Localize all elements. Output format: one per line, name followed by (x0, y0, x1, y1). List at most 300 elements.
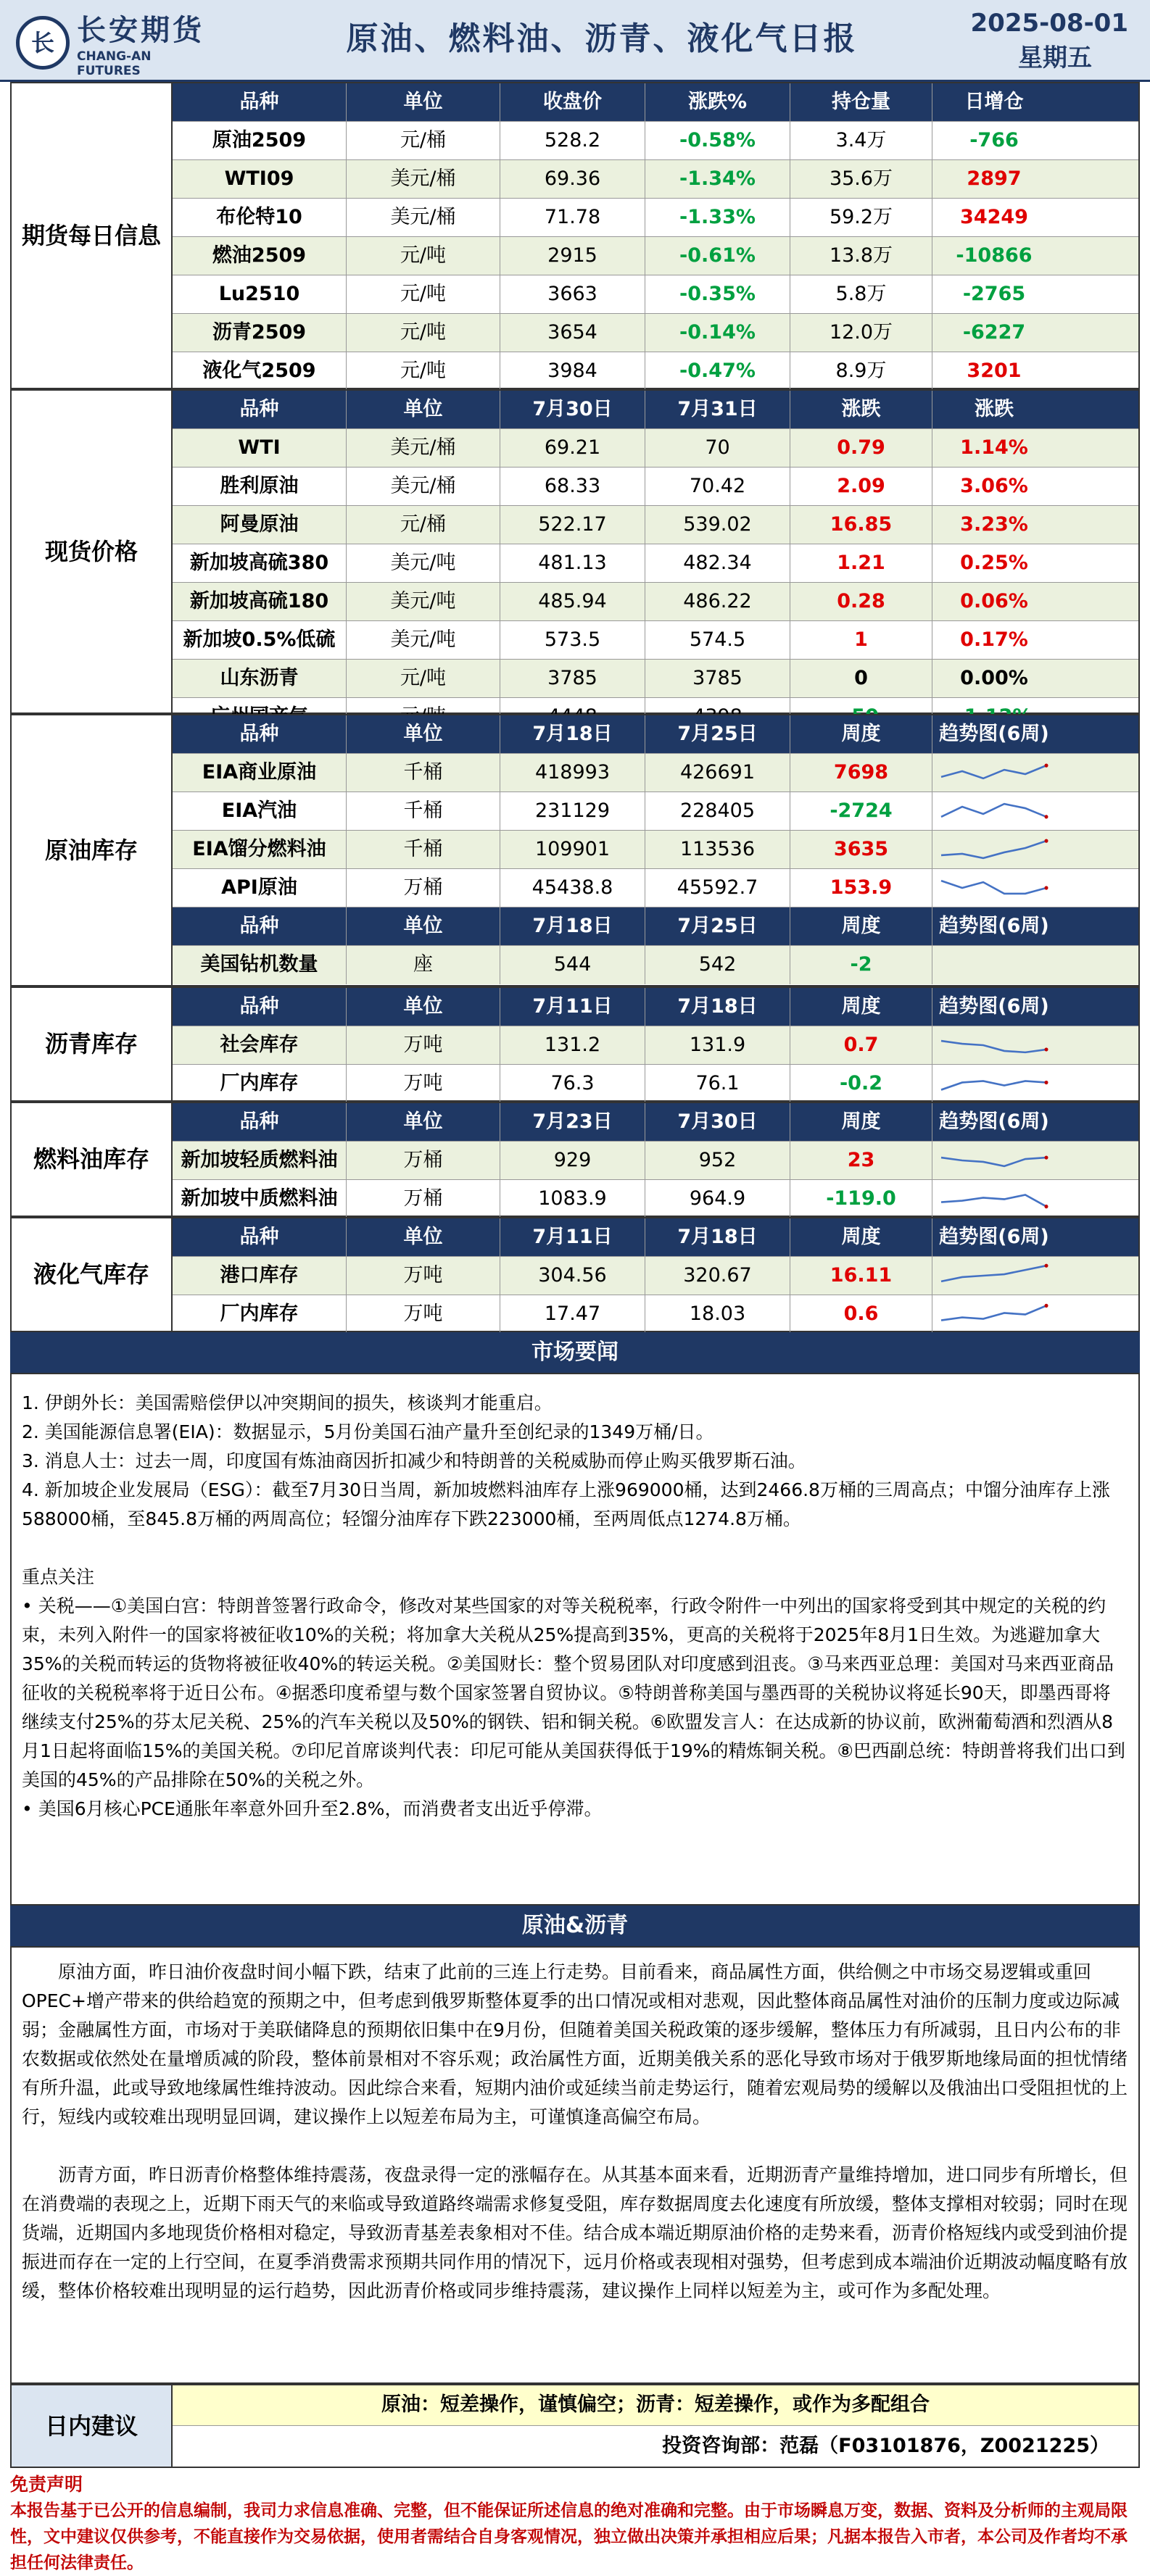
table-row (173, 660, 1138, 698)
price-day1: 68.33 (500, 468, 645, 505)
weekly-change: 153.9 (790, 869, 932, 907)
column-header: 涨跌 (790, 391, 932, 428)
product-name: 新加坡中质燃料油 (173, 1180, 347, 1218)
table-row (173, 754, 1138, 792)
daily-oi-change: 34249 (960, 205, 1028, 228)
product-name: EIA商业原油 (173, 754, 347, 792)
daily-oi-change: -6227 (962, 320, 1026, 344)
inventory-prev: 45438.8 (500, 869, 645, 907)
column-header: 品种 (173, 391, 347, 428)
table-header-row (173, 1218, 1138, 1257)
inventory-prev: 109901 (500, 831, 645, 868)
change-percent: -0.58% (645, 122, 790, 159)
price-day2: 482.34 (645, 544, 790, 582)
inventory-latest: 113536 (645, 831, 790, 868)
price-change: 1.21 (790, 544, 932, 582)
weekly-change: 0.6 (790, 1295, 932, 1334)
inventory-latest: 952 (645, 1142, 790, 1179)
inventory-prev: 544 (500, 946, 645, 984)
price-change: 0.28 (790, 583, 932, 620)
daily-oi-change: -10866 (956, 244, 1033, 267)
price-day2: 486.22 (645, 583, 790, 620)
open-interest: 35.6万 (790, 160, 932, 198)
unit: 美元/吨 (347, 621, 500, 659)
change-percent: -1.34% (645, 160, 790, 198)
column-header: 趋势图(6周) (939, 722, 1049, 745)
column-header: 7月11日 (500, 988, 645, 1026)
product-name: 港口库存 (173, 1257, 347, 1295)
column-header: 单位 (347, 715, 500, 753)
focus-item: • 美国6月核心PCE通胀年率意外回升至2.8%，而消费者支出近乎停滞。 (22, 1798, 603, 1819)
column-header: 单位 (347, 1218, 500, 1256)
crude-inventory-label: 原油库存 (12, 715, 173, 985)
crude-inventory-section (10, 714, 1140, 986)
product-name: API原油 (173, 869, 347, 907)
weekly-change: 3635 (790, 831, 932, 868)
spot-section-label: 现货价格 (12, 391, 173, 712)
price-change: 1 (790, 621, 932, 659)
unit: 元/桶 (347, 122, 500, 159)
product-name: 厂内库存 (173, 1295, 347, 1334)
report-title: 原油、燃料油、沥青、液化气日报 (346, 20, 858, 57)
open-interest: 13.8万 (790, 237, 932, 275)
column-header: 7月18日 (645, 1218, 790, 1256)
trend-sparkline (932, 1257, 1056, 1295)
price-change-percent: 0.00% (960, 666, 1028, 689)
close-price: 71.78 (500, 199, 645, 236)
unit: 万吨 (347, 1295, 500, 1334)
news-item: 1. 伊朗外长：美国需赔偿伊以冲突期间的损失，核谈判才能重启。 (22, 1392, 553, 1413)
table-row (173, 1257, 1138, 1295)
close-price: 69.36 (500, 160, 645, 198)
open-interest: 12.0万 (790, 314, 932, 352)
column-header: 7月30日 (500, 391, 645, 428)
table-row (173, 1026, 1138, 1065)
price-day1: 3785 (500, 660, 645, 697)
column-header: 品种 (173, 715, 347, 753)
unit: 千桶 (347, 831, 500, 868)
table-row (173, 199, 1138, 237)
product-name: 胜利原油 (173, 468, 347, 505)
recommendation-label: 日内建议 (12, 2385, 173, 2467)
table-row (173, 275, 1138, 314)
sparkline-path (941, 1158, 1046, 1166)
price-day2: 574.5 (645, 621, 790, 659)
news-item: 2. 美国能源信息署(EIA)：数据显示，5月份美国石油产量升至创纪录的1349万桶/日。 (22, 1421, 714, 1442)
inventory-prev: 231129 (500, 792, 645, 830)
product-name: WTI (173, 429, 347, 467)
change-percent: -1.33% (645, 199, 790, 236)
report-header (0, 0, 1150, 82)
unit: 元/吨 (347, 237, 500, 275)
column-header: 单位 (347, 1103, 500, 1141)
sparkline-path (941, 881, 1046, 894)
column-header: 单位 (347, 391, 500, 428)
product-name: 新加坡高硫380 (173, 544, 347, 582)
unit: 万桶 (347, 869, 500, 907)
price-change-percent: 0.06% (960, 589, 1028, 612)
close-price: 3663 (500, 275, 645, 313)
weekly-change: -2724 (790, 792, 932, 830)
fuel-oil-inventory-section (10, 1102, 1140, 1217)
price-change: 16.85 (790, 506, 932, 544)
trend-chart-cell (932, 792, 1056, 830)
focus-item: • 关税——①美国白宫：特朗普签署行政命令，修改对某些国家的对等关税税率，行政令附件一中列出的国家将受到其中规定的关税的约束，未列入附件一的国家将被征收10%的关税；将加拿大关税从25%提高到35%，更高的关税将于2025年8月1日生效。为逃避加拿大35%的关税而转运的货物将被征收40%的转运关税。②美国财长：整个贸易团队对印度感到沮丧。③马来西亚总理：美国对马来西亚商品征收的关税税率将于近日公布。④据悉印度希望与数个国家签署自贸协议。⑤特朗普称美国与墨西哥的关税协议将延长90天，即墨西哥将继续支付25%的芬太尼关税、25%的汽车关税以及50%的钢铁、铝和铜关税。⑥欧盟发言人：在达成新的协议前，欧洲葡萄酒和烈酒从8月1日起将面临15%的美国关税。⑦印尼首席谈判代表：印尼可能从美国获得低于19%的精炼铜关税。⑧巴西副总统：特朗普将我们出口到美国的45%的产品排除在50%的关税之外。 (22, 1595, 1125, 1790)
spot-price-table (173, 391, 1138, 712)
column-header: 趋势图(6周) (939, 1110, 1049, 1133)
logo-chinese-name: 长安期货 (77, 14, 204, 47)
column-header: 周度 (790, 715, 932, 753)
column-header: 7月11日 (500, 1218, 645, 1256)
product-name: 新加坡0.5%低硫 (173, 621, 347, 659)
price-change: 0 (790, 660, 932, 697)
column-header: 品种 (173, 83, 347, 121)
open-interest: 59.2万 (790, 199, 932, 236)
column-header: 单位 (347, 907, 500, 945)
unit: 万吨 (347, 1065, 500, 1103)
table-header-row (173, 391, 1138, 429)
market-news-title: 市场要闻 (10, 1332, 1140, 1373)
news-item: 4. 新加坡企业发展局（ESG）：截至7月30日当周，新加坡燃料油库存上涨969000桶，达到2466.8万桶的三周高点；中馏分油库存上涨588000桶，至845.8万桶的两周高位；轻馏分油库存下跌223000桶，至两周低点1274.8万桶。 (22, 1479, 1110, 1529)
table-row (173, 314, 1138, 352)
asphalt-inventory-section (10, 986, 1140, 1102)
sparkline-path (941, 1194, 1046, 1206)
inventory-prev: 929 (500, 1142, 645, 1179)
unit: 座 (347, 946, 500, 984)
table-row (173, 468, 1138, 506)
spacer (22, 1534, 1128, 1563)
fuel-oil-inventory-label: 燃料油库存 (12, 1103, 173, 1216)
sparkline-path (941, 765, 1046, 778)
table-row (173, 352, 1138, 391)
column-header: 单位 (347, 83, 500, 121)
table-header-row (173, 907, 1138, 946)
product-name: 阿曼原油 (173, 506, 347, 544)
trend-chart-cell (932, 1065, 1056, 1103)
table-row (173, 429, 1138, 468)
close-price: 3654 (500, 314, 645, 352)
analysis-paragraph: 沥青方面，昨日沥青价格整体维持震荡，夜盘录得一定的涨幅存在。从其基本面来看，近期沥青产量维持增加，进口同步有所增长，但在消费端的表现之上，近期下雨天气的来临或导致道路终端需求修复受阻，库存数据周度去化速度有所放缓，整体支撑相对较弱；同时在现货端，近期国内多地现货价格相对稳定，导致沥青基差表象相对不佳。结合成本端近期原油价格的走势来看，沥青价格短线内或受到油价提振进而存在一定的上行空间，在夏季消费需求预期共同作用的情况下，远月价格或表现相对强势，但考虑到成本端油价近期波动幅度略有放缓，整体价格较难出现明显的运行趋势，因此沥青价格或同步维持震荡，建议操作上同样以短差为主，或可作为多配处理。 (22, 2164, 1128, 2301)
inventory-prev: 418993 (500, 754, 645, 792)
column-header: 7月31日 (645, 391, 790, 428)
sparkline-last-point (1045, 764, 1048, 768)
column-header: 周度 (790, 988, 932, 1026)
sparkline-last-point (1045, 815, 1048, 818)
product-name: 社会库存 (173, 1026, 347, 1064)
recommendation-text: 原油：短差操作，谨慎偏空；沥青：短差操作，或作为多配组合 (173, 2385, 1138, 2426)
trend-chart-cell (932, 946, 1056, 984)
lpg-inventory-label: 液化气库存 (12, 1218, 173, 1331)
weekly-change: 0.7 (790, 1026, 932, 1064)
inventory-prev: 17.47 (500, 1295, 645, 1334)
table-row (173, 792, 1138, 831)
lpg-inventory-section (10, 1217, 1140, 1332)
inventory-prev: 131.2 (500, 1026, 645, 1064)
sparkline-path (941, 841, 1046, 858)
column-header: 持仓量 (790, 83, 932, 121)
column-header: 趋势图(6周) (939, 1225, 1049, 1248)
table-row (173, 1065, 1138, 1103)
unit: 美元/桶 (347, 160, 500, 198)
unit: 千桶 (347, 792, 500, 830)
sparkline-path (941, 1041, 1046, 1052)
product-name: 厂内库存 (173, 1065, 347, 1103)
sparkline-last-point (1045, 886, 1048, 889)
change-percent: -0.14% (645, 314, 790, 352)
inventory-latest: 18.03 (645, 1295, 790, 1334)
unit: 元/吨 (347, 660, 500, 697)
trend-sparkline (932, 1065, 1056, 1103)
sparkline-last-point (1045, 1205, 1048, 1208)
column-header: 7月25日 (645, 907, 790, 945)
report-date: 2025-08-01 (970, 9, 1128, 38)
sparkline-last-point (1045, 1264, 1048, 1268)
company-logo (16, 13, 206, 79)
analysis-paragraph: 原油方面，昨日油价夜盘时间小幅下跌，结束了此前的三连上行走势。目前看来，商品属性方面，供给侧之中市场交易逻辑或重回OPEC+增产带来的供给趋宽的预期之中，但考虑到俄罗斯整体夏季的出口情况或相对悲观，因此整体商品属性对油价的压制力度或边际减弱；金融属性方面，市场对于美联储降息的预期依旧集中在9月份，但随着美国关税政策的逐步缓解，整体压力有所减弱，且日内公布的非农数据或依然处在量增质减的阶段，整体前景相对不容乐观；政治属性方面，近期美俄关系的恶化导致市场对于俄罗斯地缘局面的担忧情绪有所升温，此或导致地缘属性维持波动。因此综合来看，短期内油价或延续当前走势运行，随着宏观局势的缓解以及俄油出口受阻担忧的上行，短线内或较难出现明显回调，建议操作上以短差布局为主，可谨慎逢高偏空布局。 (22, 1961, 1128, 2127)
inventory-latest: 228405 (645, 792, 790, 830)
unit: 万桶 (347, 1180, 500, 1218)
open-interest: 5.8万 (790, 275, 932, 313)
asphalt-inventory-label: 沥青库存 (12, 988, 173, 1100)
product-name: WTI09 (173, 160, 347, 198)
table-row (173, 237, 1138, 275)
trend-chart-cell (932, 869, 1056, 907)
column-header: 涨跌% (645, 83, 790, 121)
column-header: 品种 (173, 1103, 347, 1141)
futures-section (10, 82, 1140, 389)
trend-chart-cell (932, 1295, 1056, 1334)
table-row (173, 160, 1138, 199)
price-change-percent: 0.17% (960, 628, 1028, 651)
table-row (173, 583, 1138, 621)
product-name: 液化气2509 (173, 352, 347, 391)
change-percent: -0.35% (645, 275, 790, 313)
product-name: 美国钻机数量 (173, 946, 347, 984)
sparkline-last-point (1045, 839, 1048, 843)
close-price: 528.2 (500, 122, 645, 159)
weekly-change: 7698 (790, 754, 932, 792)
column-header: 日增仓 (964, 90, 1024, 113)
product-name: 布伦特10 (173, 199, 347, 236)
trend-sparkline (932, 1295, 1056, 1334)
trend-sparkline (932, 831, 1056, 868)
unit: 元/桶 (347, 506, 500, 544)
analyst-credit: 投资咨询部：范磊（F03101876，Z0021225） (173, 2426, 1138, 2467)
trend-chart-cell (932, 1257, 1056, 1295)
table-header-row (173, 83, 1138, 122)
unit: 美元/桶 (347, 468, 500, 505)
column-header: 趋势图(6周) (939, 914, 1049, 937)
unit: 美元/桶 (347, 429, 500, 467)
news-item: 3. 消息人士：过去一周，印度国有炼油商因折扣减少和特朗普的关税威胁而停止购买俄罗斯石油。 (22, 1450, 806, 1471)
inventory-latest: 45592.7 (645, 869, 790, 907)
table-row (173, 946, 1138, 984)
logo-english-name: CHANG-AN FUTURES (77, 49, 152, 79)
disclaimer-title: 免责声明 (10, 2474, 83, 2495)
trend-sparkline (932, 1180, 1056, 1218)
weekly-change: -0.2 (790, 1065, 932, 1103)
daily-oi-change: 3201 (967, 360, 1022, 383)
table-row (173, 1295, 1138, 1334)
price-day2: 70 (645, 429, 790, 467)
column-header: 7月23日 (500, 1103, 645, 1141)
column-header: 收盘价 (500, 83, 645, 121)
price-change-percent: 3.06% (960, 474, 1028, 497)
futures-section-label: 期货每日信息 (12, 83, 173, 388)
table-row (173, 621, 1138, 660)
trend-sparkline (932, 1142, 1056, 1179)
trend-chart-cell (932, 754, 1056, 792)
column-header: 7月25日 (645, 715, 790, 753)
sparkline-path (941, 1266, 1046, 1281)
price-change-percent: 1.14% (960, 436, 1028, 459)
inventory-prev: 1083.9 (500, 1180, 645, 1218)
unit: 万吨 (347, 1257, 500, 1295)
table-row (173, 506, 1138, 544)
column-header: 7月18日 (500, 907, 645, 945)
change-percent: -0.61% (645, 237, 790, 275)
product-name: 新加坡轻质燃料油 (173, 1142, 347, 1179)
weekly-change: -2 (790, 946, 932, 984)
price-day2: 3785 (645, 660, 790, 697)
crude-inventory-table (173, 715, 1138, 985)
table-header-row (173, 988, 1138, 1026)
sparkline-last-point (1045, 1304, 1048, 1308)
inventory-latest: 320.67 (645, 1257, 790, 1295)
unit: 美元/桶 (347, 199, 500, 236)
sparkline-path (941, 804, 1046, 817)
unit: 千桶 (347, 754, 500, 792)
trend-sparkline (932, 1026, 1056, 1064)
column-header: 品种 (173, 1218, 347, 1256)
trend-chart-cell (932, 1142, 1056, 1179)
price-change: 0.79 (790, 429, 932, 467)
open-interest: 3.4万 (790, 122, 932, 159)
inventory-latest: 131.9 (645, 1026, 790, 1064)
price-day2: 539.02 (645, 506, 790, 544)
product-name: 沥青2509 (173, 314, 347, 352)
column-header: 涨跌 (975, 397, 1014, 420)
focus-title: 重点关注 (22, 1566, 95, 1587)
change-percent: -0.47% (645, 352, 790, 391)
product-name: 山东沥青 (173, 660, 347, 697)
spot-section (10, 389, 1140, 714)
unit: 元/吨 (347, 275, 500, 313)
inventory-latest: 426691 (645, 754, 790, 792)
table-row (173, 869, 1138, 907)
trend-sparkline (932, 869, 1056, 907)
unit: 元/吨 (347, 314, 500, 352)
price-day1: 522.17 (500, 506, 645, 544)
product-name: EIA汽油 (173, 792, 347, 830)
daily-oi-change: 2897 (967, 167, 1022, 190)
table-header-row (173, 715, 1138, 754)
sparkline-last-point (1045, 1047, 1048, 1051)
column-header: 7月30日 (645, 1103, 790, 1141)
fuel-oil-inventory-table (173, 1103, 1138, 1216)
column-header: 品种 (173, 988, 347, 1026)
column-header: 周度 (790, 1103, 932, 1141)
product-name: EIA馏分燃料油 (173, 831, 347, 868)
product-name: 燃油2509 (173, 237, 347, 275)
price-change-percent: 3.23% (960, 512, 1028, 536)
price-day1: 481.13 (500, 544, 645, 582)
asphalt-inventory-table (173, 988, 1138, 1100)
unit: 万吨 (347, 1026, 500, 1064)
column-header: 7月18日 (500, 715, 645, 753)
inventory-latest: 76.1 (645, 1065, 790, 1103)
trend-sparkline (932, 754, 1056, 792)
price-change: 2.09 (790, 468, 932, 505)
price-day1: 573.5 (500, 621, 645, 659)
futures-table (173, 83, 1138, 388)
table-row (173, 544, 1138, 583)
disclaimer (10, 2472, 1140, 2576)
daily-oi-change: -2765 (962, 282, 1026, 305)
inventory-latest: 964.9 (645, 1180, 790, 1218)
product-name: Lu2510 (173, 275, 347, 313)
lpg-inventory-table (173, 1218, 1138, 1331)
column-header: 7月18日 (645, 988, 790, 1026)
trend-sparkline (932, 792, 1056, 830)
close-price: 2915 (500, 237, 645, 275)
disclaimer-text: 本报告基于已公开的信息编制，我司力求信息准确、完整，但不能保证所述信息的绝对准确和完整。由于市场瞬息万变，数据、资料及分析师的主观局限性，文中建议仅供参考，不能直接作为交易依据，使用者需结合自身客观情况，独立做出决策并承担相应后果；凡据本报告入市者，本公司及作者均不承担任何法律责任。 (10, 2501, 1128, 2572)
price-day1: 69.21 (500, 429, 645, 467)
weekly-change: 16.11 (790, 1257, 932, 1295)
market-news-body (10, 1373, 1140, 1906)
sparkline-last-point (1045, 1155, 1048, 1159)
table-row (173, 831, 1138, 869)
intraday-recommendation (10, 2384, 1140, 2468)
price-day2: 70.42 (645, 468, 790, 505)
product-name: 原油2509 (173, 122, 347, 159)
close-price: 3984 (500, 352, 645, 391)
daily-oi-change: -766 (969, 128, 1019, 151)
price-day1: 485.94 (500, 583, 645, 620)
unit: 美元/吨 (347, 544, 500, 582)
report-weekday: 星期五 (1018, 43, 1092, 72)
open-interest: 8.9万 (790, 352, 932, 391)
table-row (173, 1180, 1138, 1218)
trend-chart-cell (932, 1026, 1056, 1064)
unit: 万桶 (347, 1142, 500, 1179)
weekly-change: 23 (790, 1142, 932, 1179)
inventory-prev: 76.3 (500, 1065, 645, 1103)
table-header-row (173, 1103, 1138, 1142)
inventory-prev: 304.56 (500, 1257, 645, 1295)
trend-chart-cell (932, 831, 1056, 868)
column-header: 周度 (790, 907, 932, 945)
table-row (173, 122, 1138, 160)
product-name: 新加坡高硫180 (173, 583, 347, 620)
unit: 元/吨 (347, 352, 500, 391)
column-header: 单位 (347, 988, 500, 1026)
sparkline-path (941, 1081, 1046, 1089)
trend-chart-cell (932, 1180, 1056, 1218)
price-change-percent: 0.25% (960, 551, 1028, 574)
unit: 美元/吨 (347, 583, 500, 620)
table-row (173, 1142, 1138, 1180)
column-header: 趋势图(6周) (939, 994, 1049, 1018)
analysis-body (10, 1946, 1140, 2384)
column-header: 周度 (790, 1218, 932, 1256)
logo-mark-icon: 长 (16, 16, 70, 70)
weekly-change: -119.0 (790, 1180, 932, 1218)
column-header: 品种 (173, 907, 347, 945)
inventory-latest: 542 (645, 946, 790, 984)
sparkline-path (941, 1305, 1046, 1320)
sparkline-last-point (1045, 1081, 1048, 1084)
